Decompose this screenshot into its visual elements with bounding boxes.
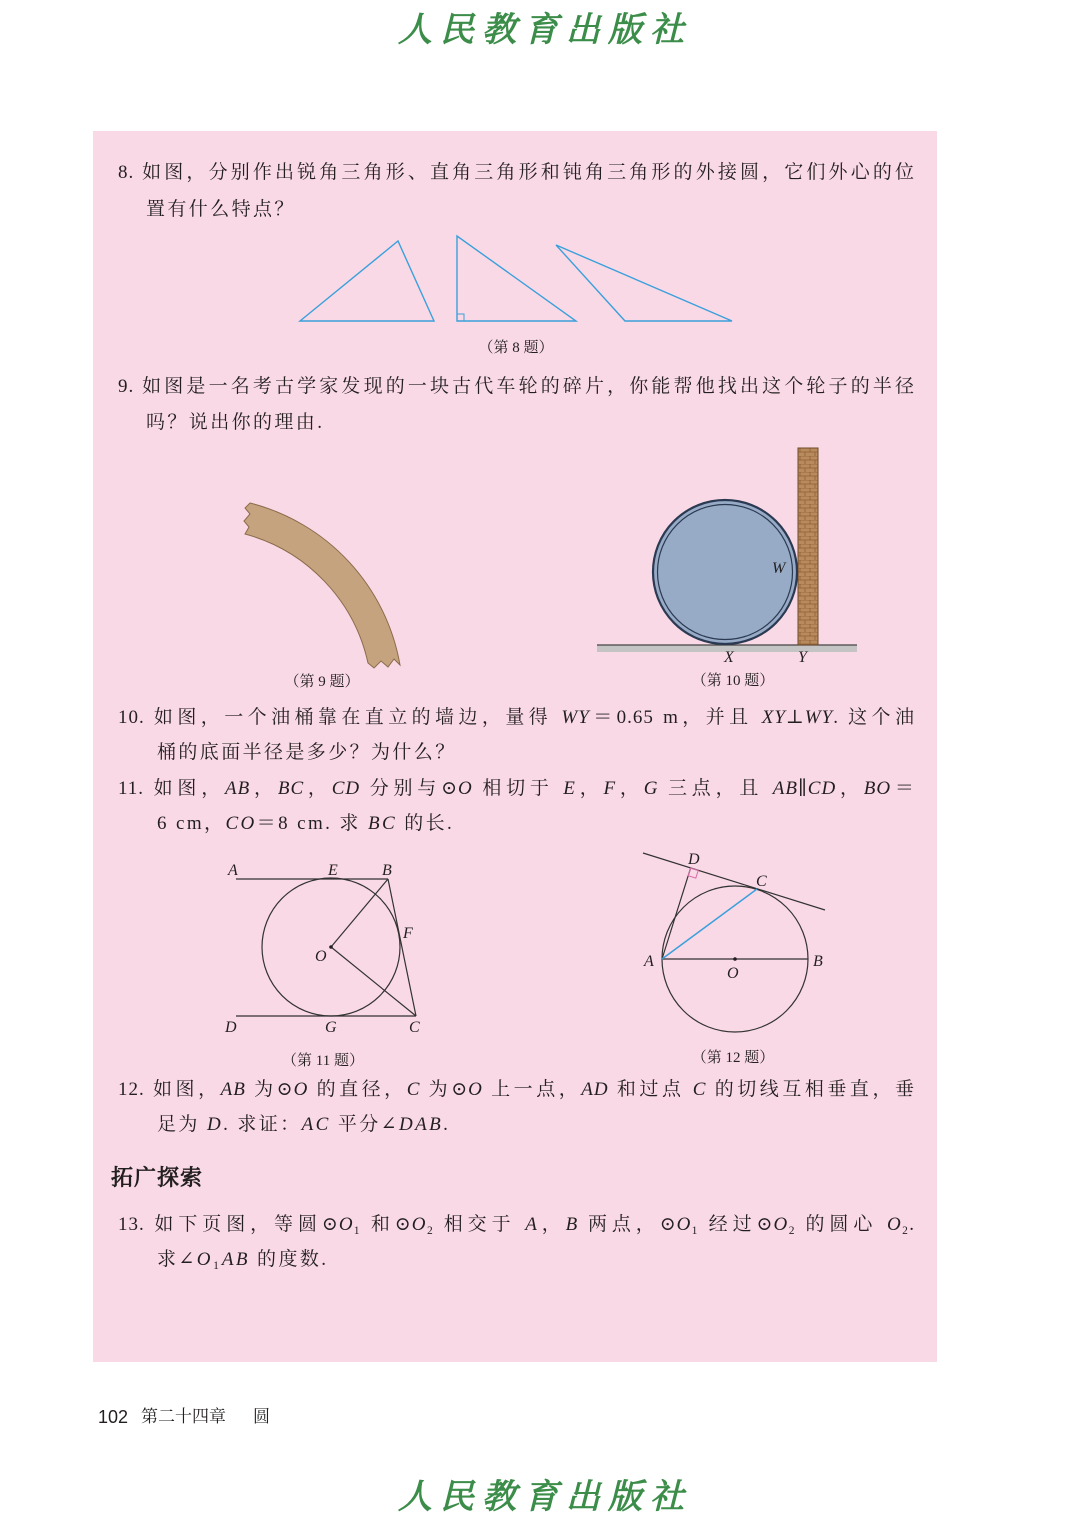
figure-q10: [597, 448, 857, 666]
brick-wall: [798, 448, 818, 645]
math-variable: O: [468, 1079, 483, 1100]
math-variable: AB: [772, 778, 798, 799]
math-variable: C: [406, 1079, 421, 1100]
segment-oc: [331, 947, 416, 1016]
q8-line-2: 置有什么特点？: [146, 199, 296, 220]
figure-q9: [244, 503, 400, 668]
math-variable: CD: [807, 778, 837, 799]
segment-ob: [331, 879, 388, 947]
math-variable: D: [206, 1114, 224, 1135]
segment-ac: [662, 889, 757, 959]
math-variable: C: [692, 1079, 707, 1100]
center-dot-o: [329, 945, 333, 949]
math-variable: BO: [863, 778, 892, 799]
q10-line-2: 桶的底面半径是多少？为什么？: [157, 742, 457, 763]
label-d: D: [225, 1019, 237, 1036]
label-c: C: [756, 873, 767, 890]
math-variable: A: [525, 1214, 538, 1235]
right-angle-mark: [457, 314, 464, 321]
center-dot-o: [733, 957, 737, 961]
label-o: O: [315, 948, 327, 965]
math-variable: AB: [220, 1079, 246, 1100]
label-c: C: [409, 1019, 420, 1036]
wheel-fragment: [244, 503, 400, 668]
figure-q11: [236, 878, 416, 1016]
math-variable: XY: [761, 707, 786, 728]
label-g: G: [325, 1019, 337, 1036]
q11-line-1: 11. 如图，AB，BC，CD 分别与⊙O 相切于 E，F，G 三点，且 AB∥CD，BO＝: [118, 778, 915, 799]
label-d: D: [688, 851, 700, 868]
q13-line-2: 求∠O₁AB 的度数.: [157, 1249, 329, 1270]
label-a: A: [228, 862, 238, 879]
right-angle-mark: [688, 868, 698, 878]
q8-line-1: 8. 如图，分别作出锐角三角形、直角三角形和钝角三角形的外接圆，它们外心的位: [118, 162, 915, 183]
math-variable: E: [563, 778, 576, 799]
obtuse-triangle: [556, 245, 732, 321]
publisher-watermark-top: 人民教育出版社: [398, 10, 692, 50]
label-a: A: [644, 953, 654, 970]
math-variable: O: [773, 1214, 789, 1235]
chapter-label: 第二十四章: [141, 1407, 226, 1426]
q12-figure-caption: （第 12 题）: [691, 1050, 775, 1066]
math-variable: O: [338, 1214, 354, 1235]
q9-figure-caption: （第 9 题）: [284, 674, 360, 690]
math-variable: G: [643, 778, 659, 799]
label-e: E: [328, 862, 338, 879]
math-variable: O: [886, 1214, 902, 1235]
line-bc: [388, 879, 416, 1016]
math-variable: F: [603, 778, 617, 799]
label-w: W: [772, 560, 786, 577]
figure-q12-labels: [643, 851, 823, 982]
section-heading: 拓广探索: [111, 1165, 204, 1190]
math-variable: BC: [367, 813, 398, 834]
math-variable: WY: [561, 707, 590, 728]
q12-line-2: 足为 D. 求证：AC 平分∠DAB.: [157, 1114, 451, 1135]
chapter-title: 圆: [253, 1407, 270, 1426]
math-variable: BC: [277, 778, 305, 799]
label-o: O: [727, 965, 739, 982]
q11-figure-caption: （第 11 题）: [282, 1053, 364, 1069]
figure-q12: [643, 853, 825, 1032]
q12-line-1: 12. 如图，AB 为⊙O 的直径，C 为⊙O 上一点，AD 和过点 C 的切线互相垂直，垂: [118, 1079, 915, 1100]
page-number: 102: [98, 1407, 129, 1427]
q11-line-2: 6 cm，CO＝8 cm. 求 BC 的长.: [157, 813, 455, 834]
math-variable: O: [458, 778, 473, 799]
q9-line-1: 9. 如图是一名考古学家发现的一块古代车轮的碎片，你能帮他找出这个轮子的半径: [118, 376, 915, 397]
math-variable: AD: [581, 1079, 609, 1100]
q8-figure-caption: （第 8 题）: [478, 340, 554, 356]
math-variable: AB: [221, 1249, 250, 1270]
q13-line-1: 13. 如下页图，等圆⊙O₁ 和⊙O₂ 相交于 A，B 两点，⊙O₁ 经过⊙O₂ 的圆心 O₂.: [118, 1214, 916, 1235]
label-x: X: [724, 649, 734, 666]
math-variable: O: [293, 1079, 309, 1100]
figure-q11-labels: [224, 862, 420, 1036]
math-variable: AC: [301, 1114, 331, 1135]
math-variable: CO: [225, 813, 257, 834]
label-y: Y: [798, 649, 807, 666]
figure-q8: [300, 236, 732, 321]
q10-figure-caption: （第 10 题）: [691, 673, 775, 689]
q9-line-2: 吗？说出你的理由.: [146, 412, 325, 433]
math-variable: O: [196, 1249, 213, 1270]
math-variable: B: [565, 1214, 579, 1235]
segment-ad: [662, 868, 691, 959]
math-variable: WY: [804, 707, 834, 728]
right-triangle: [457, 236, 576, 321]
tangent-line: [643, 853, 825, 910]
math-variable: AB: [225, 778, 251, 799]
math-variable: O: [411, 1214, 427, 1235]
acute-triangle: [300, 241, 434, 321]
label-b: B: [813, 953, 823, 970]
publisher-watermark-bottom: 人民教育出版社: [398, 1477, 692, 1517]
math-variable: DAB: [398, 1114, 444, 1135]
label-f: F: [403, 925, 413, 942]
math-variable: O: [676, 1214, 692, 1235]
q10-line-1: 10. 如图，一个油桶靠在直立的墙边，量得 WY＝0.65 m，并且 XY⊥WY. 这个油: [118, 707, 915, 728]
math-variable: CD: [331, 778, 361, 799]
label-b: B: [382, 862, 392, 879]
